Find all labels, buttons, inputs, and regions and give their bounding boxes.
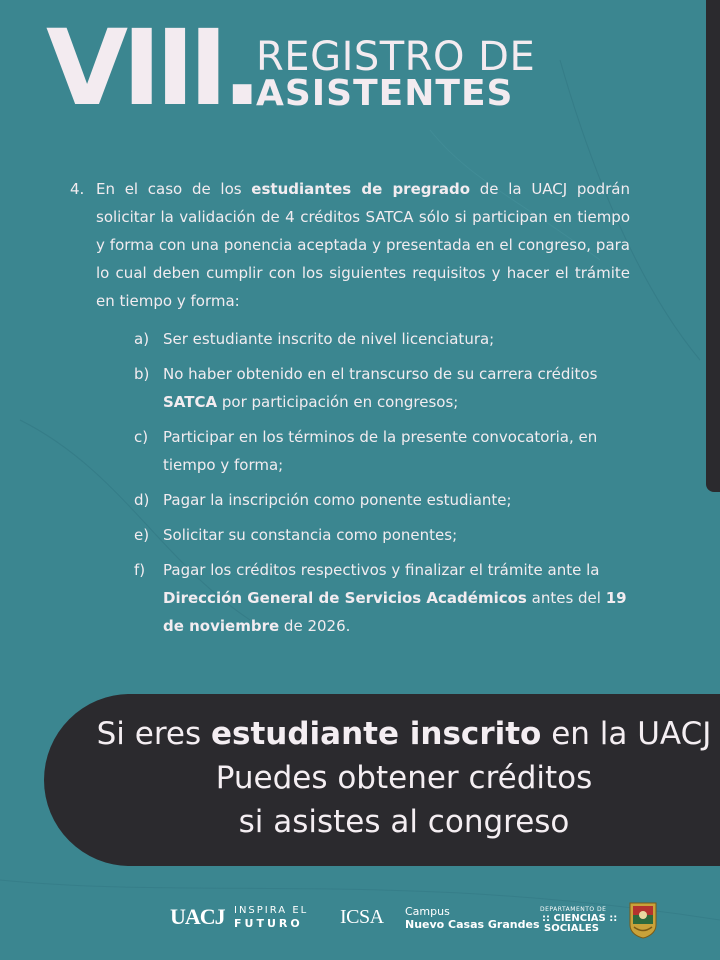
requirements-section xyxy=(70,175,630,647)
text-segment: de la UACJ podrán solicitar la validación de 4 créditos SATCA sólo si participan en tiempo y forma con una ponencia aceptada y presentada en el congreso, para lo cual deben cumplir con los siguientes requisitos y hacer el trámite en tiempo y forma: xyxy=(96,180,630,310)
item-letter: a) xyxy=(134,330,150,348)
list-item xyxy=(134,556,630,640)
text-segment: antes del xyxy=(526,589,606,607)
item-text: Ser estudiante inscrito de nivel licenciatura; xyxy=(163,330,495,348)
bold-segment: estudiantes de pregrado xyxy=(251,180,471,198)
footer-logos xyxy=(0,896,720,946)
department-name-2: SOCIALES xyxy=(544,923,599,934)
list-item xyxy=(134,423,630,479)
bold-segment: 19 de noviembre xyxy=(163,589,627,635)
banner-line-2: Puedes obtener créditos xyxy=(215,760,593,796)
text-segment: en la UACJ xyxy=(541,716,712,752)
campus-name: Nuevo Casas Grandes xyxy=(405,918,540,931)
item-text xyxy=(96,175,630,315)
list-item xyxy=(134,521,630,549)
department-name-1: :: CIENCIAS :: xyxy=(542,913,618,924)
text-segment: por participación en congresos; xyxy=(217,393,459,411)
banner-line-1 xyxy=(44,712,720,756)
list-item-4 xyxy=(70,175,630,315)
text-segment: En el caso de los xyxy=(96,180,252,198)
list-item xyxy=(134,486,630,514)
text-segment: de 2026. xyxy=(279,617,351,635)
requirements-list xyxy=(134,325,630,640)
item-letter: f) xyxy=(134,561,146,579)
item-letter: e) xyxy=(134,526,150,544)
edition-number: VIII. xyxy=(46,7,257,129)
icsa-logo: ICSA xyxy=(340,906,384,928)
university-seal-icon xyxy=(628,901,658,939)
text-segment: Si eres xyxy=(96,716,211,752)
list-item xyxy=(134,325,630,353)
banner-line-3: si asistes al congreso xyxy=(238,804,570,840)
item-number: 4. xyxy=(70,180,85,198)
text-segment: No haber obtenido en el transcurso de su carrera créditos xyxy=(163,365,598,383)
bold-segment: Dirección General de Servicios Académicos xyxy=(163,589,527,607)
item-text: Participar en los términos de la presente convocatoria, en tiempo y forma; xyxy=(163,428,598,474)
right-edge-bar xyxy=(706,0,720,492)
list-item xyxy=(134,360,630,416)
item-text: Solicitar su constancia como ponentes; xyxy=(163,526,458,544)
department-label: DEPARTAMENTO DE xyxy=(540,906,607,913)
item-text xyxy=(163,360,630,416)
page-title-line1: REGISTRO DE xyxy=(256,34,536,80)
slogan-line1: INSPIRA EL xyxy=(234,905,309,916)
item-text: Pagar la inscripción como ponente estudiante; xyxy=(163,491,512,509)
bold-segment: estudiante inscrito xyxy=(210,716,542,752)
item-letter: c) xyxy=(134,428,149,446)
bold-segment: SATCA xyxy=(163,393,218,411)
page-title-line2: ASISTENTES xyxy=(256,73,514,114)
slogan-line2: FUTURO xyxy=(234,917,303,930)
promo-banner-text xyxy=(44,712,720,844)
campus-label: Campus xyxy=(405,905,450,918)
uacj-logo: UACJ xyxy=(170,904,225,929)
item-letter: b) xyxy=(134,365,150,383)
item-text xyxy=(163,556,630,640)
text-segment: Pagar los créditos respectivos y finalizar el trámite ante la xyxy=(163,561,600,579)
item-letter: d) xyxy=(134,491,150,509)
